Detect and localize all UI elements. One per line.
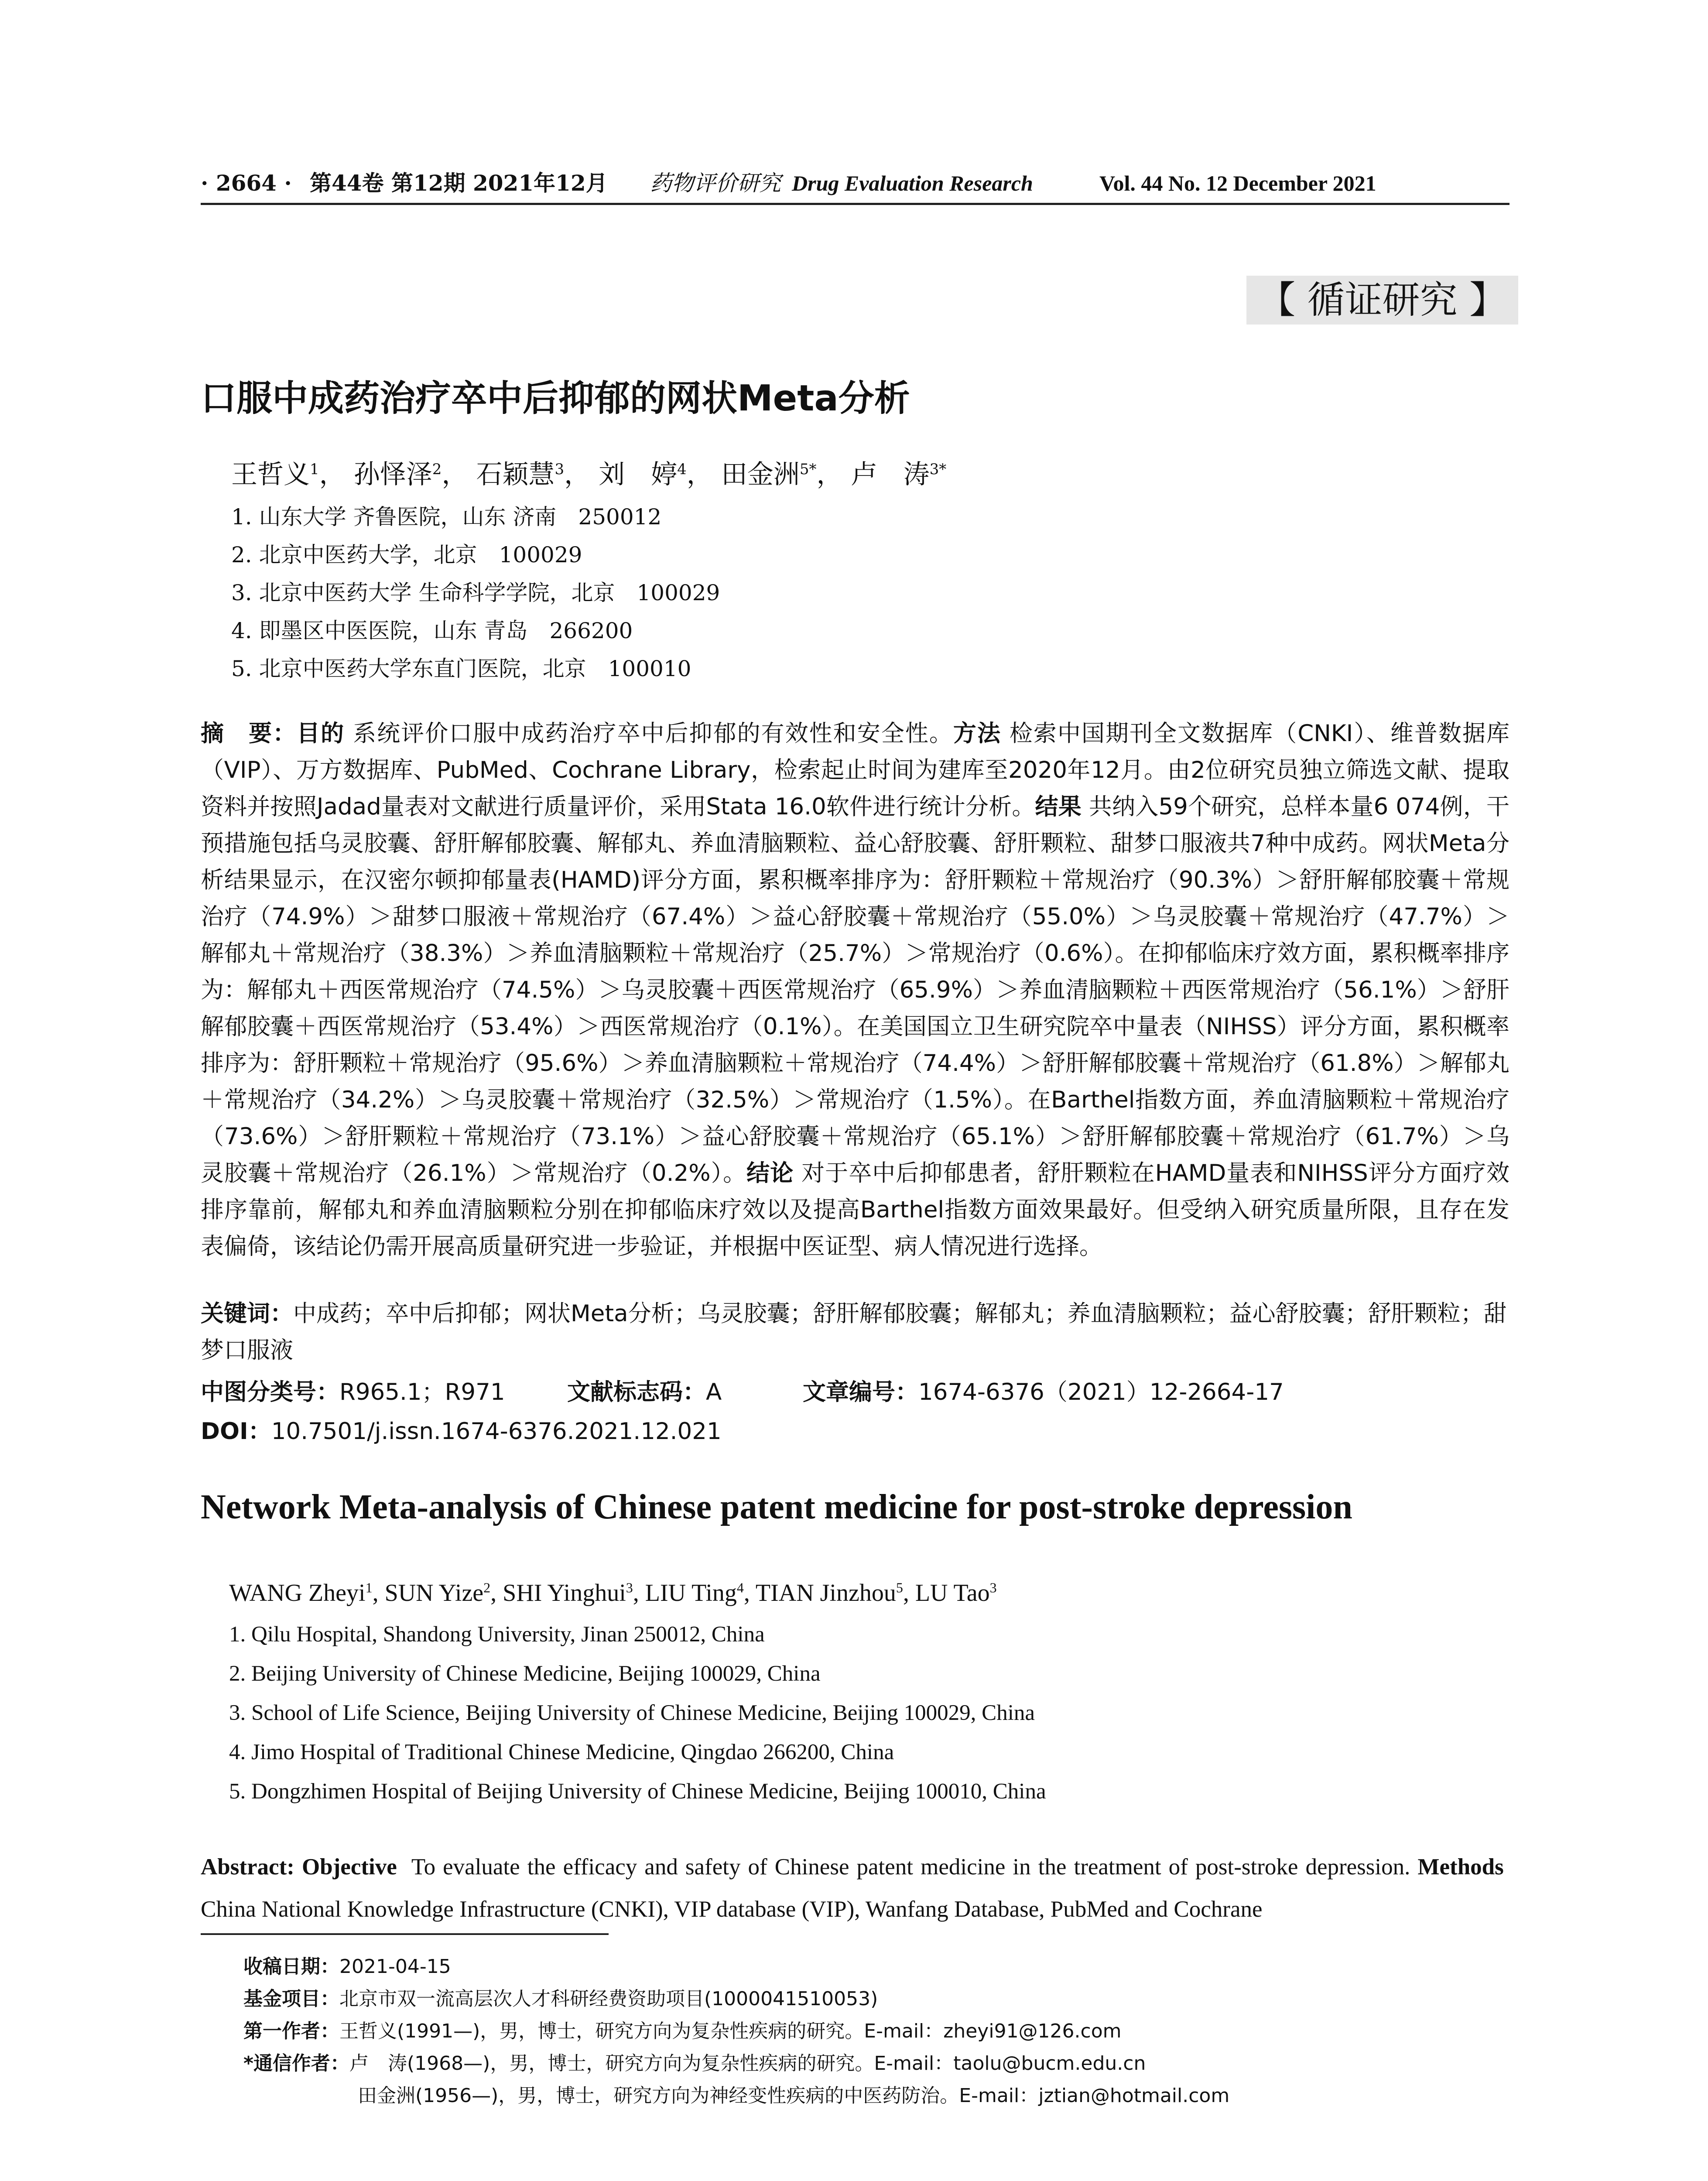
article-no-label: 文章编号： (803, 1379, 918, 1405)
doc-code-label: 文献标志码： (567, 1379, 706, 1405)
author-name: LU Tao (915, 1579, 990, 1607)
abstract-cn (201, 715, 1509, 1265)
author-name: 石颖慧 (476, 459, 555, 490)
author-name: SHI Yinghui (503, 1579, 626, 1607)
affiliation-cn: 2. 北京中医药大学，北京 100029 (231, 542, 582, 567)
objective-en-text: To evaluate the efficacy and safety of Chinese patent medicine in the treatment of post-stroke depression. (411, 1854, 1410, 1880)
author-sup: 2 (483, 1579, 491, 1596)
doi-label: DOI： (201, 1418, 271, 1445)
objective-label: 目的 (297, 720, 345, 747)
author-name: 孙怿泽 (353, 459, 432, 490)
author-name: WANG Zheyi (229, 1579, 366, 1607)
conclusion-label: 结论 (746, 1160, 794, 1186)
author-sup: 5 (896, 1579, 903, 1596)
objective-en-label: Objective (301, 1854, 397, 1880)
clc-value: R965.1；R971 (339, 1379, 505, 1405)
affiliation-en: 3. School of Life Science, Beijing University of Chinese Medicine, Beijing 100029, China (229, 1701, 1035, 1725)
affiliation-en: 4. Jimo Hospital of Traditional Chinese Medicine, Qingdao 266200, China (229, 1740, 894, 1764)
header-rule (201, 203, 1509, 205)
first-author-label: 第一作者： (243, 2020, 339, 2042)
journal-cn-logo: 药物评价研究 (650, 171, 781, 196)
methods-en-text: China National Knowledge Infrastructure (CNKI), VIP database (VIP), Wanfang Database, PubMed and Cochrane (201, 1897, 1263, 1922)
author-name: 王哲义 (231, 459, 310, 490)
author-name: SUN Yize (384, 1579, 484, 1607)
article-no-value: 1674-6376（2021）12-2664-17 (918, 1379, 1284, 1405)
objective-text: 系统评价口服中成药治疗卒中后抑郁的有效性和安全性。 (353, 720, 953, 747)
affiliation-cn: 3. 北京中医药大学 生命科学学院，北京 100029 (231, 580, 720, 605)
author-sup: 4 (677, 461, 687, 478)
footnote-rule (201, 1933, 609, 1935)
author-sup: 1 (365, 1579, 373, 1596)
affiliation-cn: 1. 山东大学 齐鲁医院，山东 济南 250012 (231, 504, 662, 530)
doc-code-value: A (706, 1379, 722, 1405)
author-sup: 1 (310, 461, 319, 478)
author-sup: 5* (799, 461, 817, 478)
author-sup: 3* (929, 461, 947, 478)
corresponding-label: *通信作者： (243, 2052, 350, 2075)
footnote-fund (243, 1983, 878, 2011)
authors-en: WANG Zheyi$^1$, SUN Yize$^2$, SHI Yinghui$^3$, LIU Ting$^4$, TIAN Jinzhou$^5$, LU Tao$^3$ (229, 1579, 997, 1607)
running-header (201, 168, 1509, 198)
author-name: LIU Ting (645, 1579, 737, 1607)
author-sup: 3 (989, 1579, 997, 1596)
footnote-first-author (243, 2015, 1122, 2043)
section-tag: 【 循证研究 】 (1246, 276, 1518, 325)
received-label: 收稿日期： (243, 1955, 339, 1978)
authors-cn: 王哲义$^1$， 孙怿泽$^2$， 石颖慧$^3$， 刘 婷$^4$， 田金洲$^{5*}$， 卢 涛$^{3*}$ (231, 459, 947, 490)
first-author-value: 王哲义(1991—)，男，博士，研究方向为复杂性疾病的研究。E-mail：zheyi91@126.com (339, 2020, 1122, 2042)
footnote-corresponding-2: 田金洲(1956—)，男，博士，研究方向为神经变性疾病的中医药防治。E-mail：jztian@hotmail.com (358, 2085, 1230, 2107)
title-en: Network Meta-analysis of Chinese patent medicine for post-stroke depression (201, 1488, 1352, 1526)
author-sup: 3 (555, 461, 565, 478)
clc-label: 中图分类号： (201, 1379, 339, 1405)
volume-cn: 第44卷 第12期 2021年12月 (310, 170, 608, 196)
received-value: 2021-04-15 (339, 1955, 451, 1978)
affiliation-en: 5. Dongzhimen Hospital of Beijing University of Chinese Medicine, Beijing 100010, China (229, 1779, 1046, 1804)
abstract-en (201, 1846, 1509, 1931)
results-text: 共纳入59个研究，总样本量6 074例，干预措施包括乌灵胶囊、舒肝解郁胶囊、解郁丸、养血清脑颗粒、益心舒胶囊、舒肝颗粒、甜梦口服液共7种中成药。网状Meta分析结果显示，在汉密尔顿抑郁量表(HAMD)评分方面，累积概率排序为：舒肝颗粒＋常规治疗（90.3%）＞舒肝解郁胶囊＋常规治疗（74.9%）＞甜梦口服液＋常规治疗（67.4%）＞益心舒胶囊＋常规治疗（55.0%）＞乌灵胶囊＋常规治疗（47.7%）＞解郁丸＋常规治疗（38.3%）＞养血清脑颗粒＋常规治疗（25.7%）＞常规治疗（0.6%）。在抑郁临床疗效方面，累积概率排序为：解郁丸＋西医常规治疗（74.5%）＞乌灵胶囊＋西医常规治疗（65.9%）＞养血清脑颗粒＋西医常规治疗（56.1%）＞舒肝解郁胶囊＋西医常规治疗（53.4%）＞西医常规治疗（0.1%）。在美国国立卫生研究院卒中量表（NIHSS）评分方面，累积概率排序为：舒肝颗粒＋常规治疗（95.6%）＞养血清脑颗粒＋常规治疗（74.4%）＞舒肝解郁胶囊＋常规治疗（61.8%）＞解郁丸＋常规治疗（34.2%）＞乌灵胶囊＋常规治疗（32.5%）＞常规治疗（1.5%）。在Barthel指数方面，养血清脑颗粒＋常规治疗（73.6%）＞舒肝颗粒＋常规治疗（73.1%）＞益心舒胶囊＋常规治疗（65.1%）＞舒肝解郁胶囊＋常规治疗（61.7%）＞乌灵胶囊＋常规治疗（26.1%）＞常规治疗（0.2%）。 (201, 793, 1509, 1186)
affiliation-cn: 4. 即墨区中医医院，山东 青岛 266200 (231, 618, 633, 643)
results-label: 结果 (1035, 793, 1082, 820)
methods-text: 检索中国期刊全文数据库（CNKI）、维普数据库（VIP）、万方数据库、PubMed、Cochrane Library，检索起止时间为建库至2020年12月。由2位研究员独立筛选文献、提取资料并按照Jadad量表对文献进行质量评价，采用Stata 16.0软件进行统计分析。 (201, 720, 1510, 820)
doi-line (201, 1413, 722, 1450)
author-sup: 2 (432, 461, 442, 478)
affiliation-en: 2. Beijing University of Chinese Medicine, Beijing 100029, China (229, 1661, 821, 1686)
author-name: 刘 婷 (599, 459, 678, 490)
affiliation-en: 1. Qilu Hospital, Shandong University, Jinan 250012, China (229, 1622, 765, 1647)
doi-value: 10.7501/j.issn.1674-6376.2021.12.021 (271, 1418, 722, 1445)
corresponding-value-1: 卢 涛(1968—)，男，博士，研究方向为复杂性疾病的研究。E-mail：taolu@bucm.edu.cn (349, 2052, 1146, 2075)
fund-label: 基金项目： (243, 1988, 339, 2010)
abstract-label: 摘 要： (201, 720, 297, 747)
keywords-text: 中成药；卒中后抑郁；网状Meta分析；乌灵胶囊；舒肝解郁胶囊；解郁丸；养血清脑颗粒；益心舒胶囊；舒肝颗粒；甜梦口服液 (201, 1300, 1507, 1364)
author-sup: 4 (736, 1579, 744, 1596)
author-sup: 3 (626, 1579, 633, 1596)
abstract-en-label: Abstract: (201, 1854, 294, 1880)
volume-en: Vol. 44 No. 12 December 2021 (1099, 171, 1376, 195)
footnote-received (243, 1951, 451, 1979)
author-name: 卢 涛 (851, 459, 930, 490)
conclusion-text: 对于卒中后抑郁患者，舒肝颗粒在HAMD量表和NIHSS评分方面疗效排序靠前，解郁丸和养血清脑颗粒分别在抑郁临床疗效以及提高Barthel指数方面效果最好。但受纳入研究质量所限，且存在发表偏倚，该结论仍需开展高质量研究进一步验证，并根据中医证型、病人情况进行选择。 (201, 1160, 1510, 1260)
keywords-cn (201, 1296, 1509, 1369)
methods-en-label: Methods (1417, 1854, 1504, 1880)
methods-label: 方法 (953, 720, 1001, 747)
author-name: 田金洲 (721, 459, 800, 490)
keywords-label: 关键词： (201, 1300, 293, 1327)
fund-value: 北京市双一流高层次人才科研经费资助项目(1000041510053) (339, 1988, 878, 2010)
journal-en: Drug Evaluation Research (792, 171, 1033, 195)
footnote-corresponding (243, 2048, 1146, 2075)
author-name: TIAN Jinzhou (755, 1579, 896, 1607)
page-number: · 2664 · (201, 170, 292, 196)
affiliation-cn: 5. 北京中医药大学东直门医院，北京 100010 (231, 656, 691, 681)
title-cn: 口服中成药治疗卒中后抑郁的网状Meta分析 (201, 378, 910, 419)
